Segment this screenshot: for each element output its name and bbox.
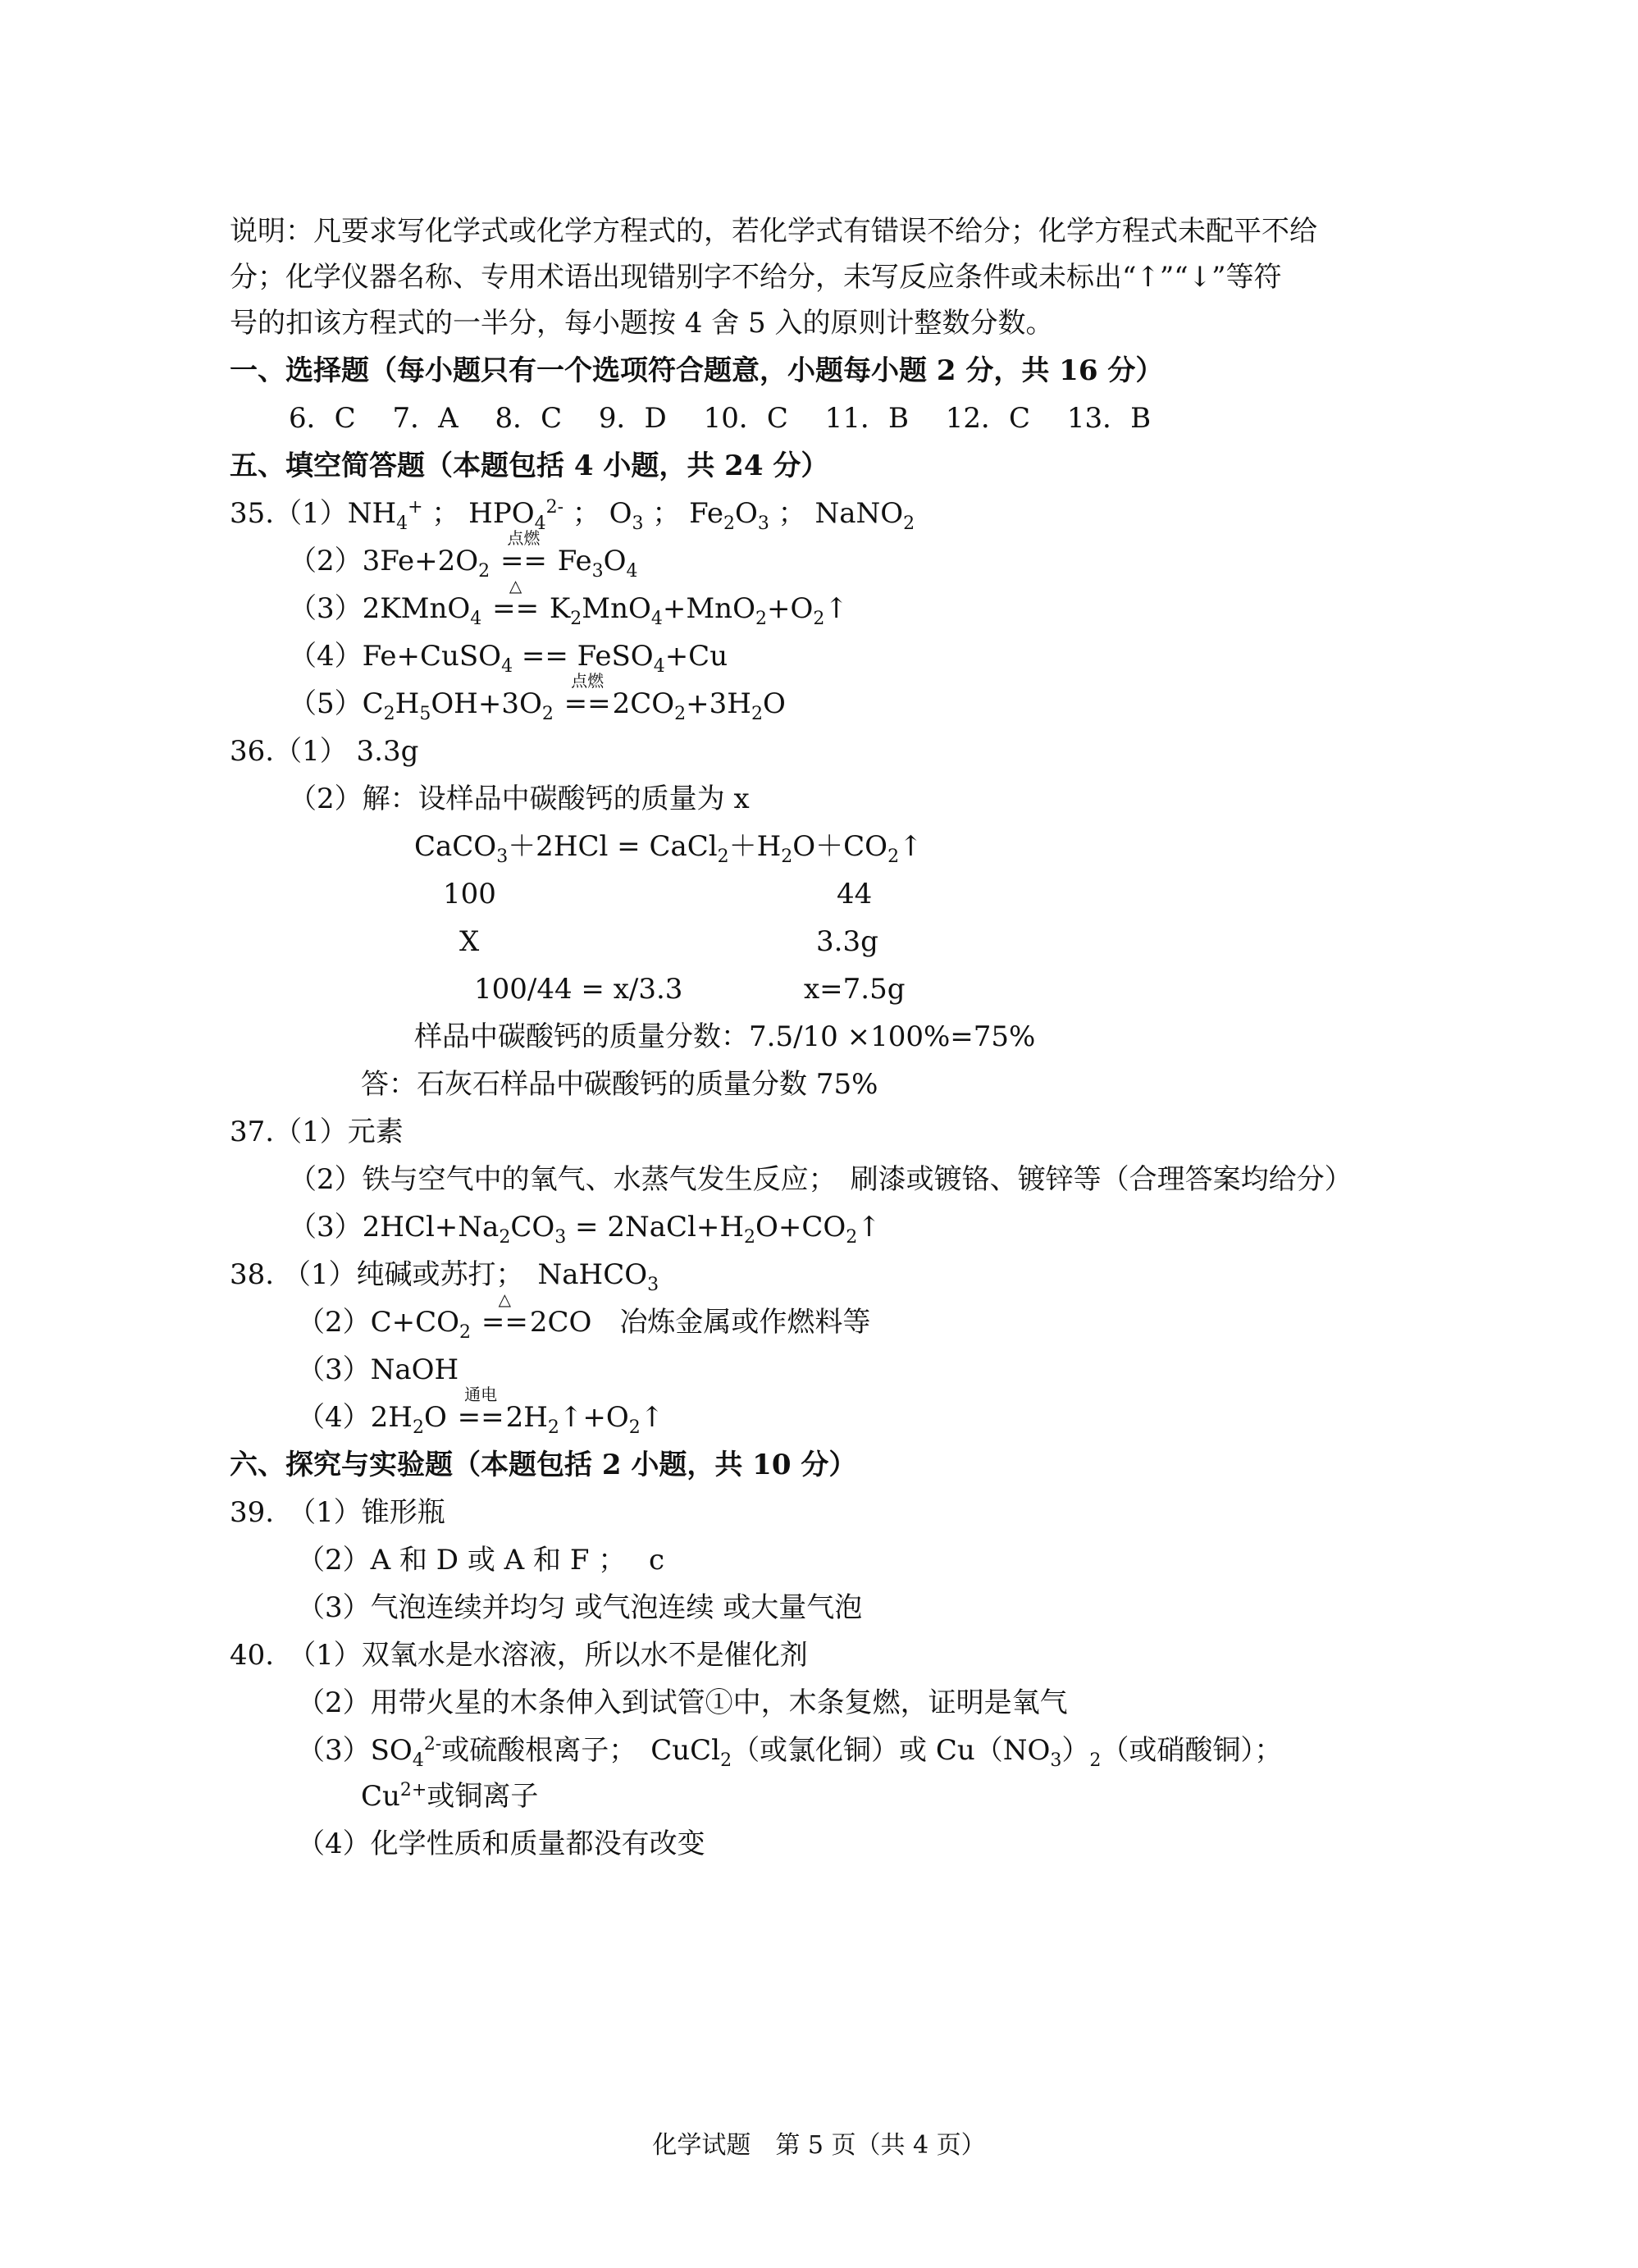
q36-equation: CaCO$_3$＋2HCl = $CaCl_2+H_2O+CO_2↑$: [414, 830, 923, 867]
q38-part-2: $(2)C+CO_2$ △ ==2CO 冶炼金属或作燃料等: [297, 1289, 871, 1343]
q36-result: x=7.5g: [804, 973, 906, 1006]
q35-part-4: （4）Fe+CuSO$_4$ == FeSO$_4$+Cu: [289, 640, 728, 677]
condition-ignite: 点燃 ==: [563, 671, 611, 720]
note-line-2: 分；化学仪器名称、专用术语出现错别字不给分，未写反应条件或未标出“↑”“↓”等符: [230, 261, 1282, 294]
q35-part-3: （3）2KMnO$_4$ △ == $K_2MnO_4+MnO_2+O_2↑$: [289, 576, 848, 629]
section-1-answers: 6．C 7．A 8．C 9．D 10．C 11．B 12．C 13．B: [289, 402, 1152, 435]
q38-number: 38.: [230, 1258, 275, 1291]
q38-part-4: $(4)2H_2O$ 通电 $==2H_2↑+O_2↑$: [297, 1385, 664, 1438]
q40-part-3: $(3)SO_4^{2-}$或硫酸根离子； CuCl$_2$（或氯化铜）或 $Cu(NO_3)_2$（或硝酸铜）；: [297, 1734, 1283, 1771]
condition-heat: △ ==: [481, 1289, 528, 1339]
note-line-1: 说明：凡要求写化学式或化学方程式的，若化学式有错误不给分；化学方程式未配平不给: [230, 215, 1317, 248]
q40-part-2: （2）用带火星的木条伸入到试管①中，木条复燃，证明是氧气: [297, 1686, 1068, 1719]
q36-mass-right: 44: [837, 878, 873, 910]
q36-x-right: 3.3g: [816, 925, 878, 958]
q36-answer: 答：石灰石样品中碳酸钙的质量分数 75%: [361, 1068, 878, 1101]
q36-ratio: 100/44 = x/3.3: [474, 973, 683, 1006]
q37-part-1: 37.（1）元素: [230, 1116, 404, 1148]
q40-part-1: 40. （1）双氧水是水溶液，所以水不是催化剂: [230, 1639, 808, 1672]
q36-number: 36.: [230, 735, 275, 768]
q36-part-2: （2）解：设样品中碳酸钙的质量为 x: [289, 783, 750, 815]
q35-part-2: $(2)3Fe+2O_2$ 点燃 == $Fe_3O_4$: [289, 528, 638, 582]
page-footer: 化学试题 第 5 页（共 4 页）: [652, 2131, 986, 2160]
q39-part-2: （2）A 和 D 或 A 和 F ； c: [297, 1544, 665, 1577]
q37-part-2: （2）铁与空气中的氧气、水蒸气发生反应； 刷漆或镀铬、镀锌等（合理答案均给分）: [289, 1163, 1353, 1196]
note-line-3: 号的扣该方程式的一半分，每小题按 4 舍 5 入的原则计整数分数。: [230, 307, 1054, 340]
q39-part-1: 39. （1）锥形瓶: [230, 1496, 445, 1529]
q40-part-4: （4）化学性质和质量都没有改变: [297, 1828, 705, 1860]
q37-number: 37.: [230, 1116, 275, 1148]
q35-part-1: $35.(1)NH_4^+$ ； $HPO_4^{2-}$ ； $O_3$ ； $Fe_2O_3$ ； NaNO$_2$: [230, 497, 915, 534]
q39-part-3: （3）气泡连续并均匀 或气泡连续 或大量气泡: [297, 1591, 863, 1624]
q39-number: 39.: [230, 1496, 275, 1529]
section-6-title: 六、探究与实验题（本题包括 2 小题，共 10 分）: [230, 1449, 857, 1481]
q38-part-3: （3）NaOH: [297, 1353, 459, 1386]
q36-x-left: X: [459, 925, 480, 958]
q40-number: 40.: [230, 1639, 275, 1672]
q38-part-1: 38. （1）纯碱或苏打； NaHCO$_3$: [230, 1258, 659, 1295]
q36-part-1: 36.（1） 3.3g: [230, 735, 419, 768]
condition-electrolysis: 通电 ==: [457, 1385, 504, 1434]
q37-part-3: $(3)2HCl+Na_2CO_3$ = $2NaCl+H_2O+CO_2↑$: [289, 1211, 881, 1248]
q35-number: 35.: [230, 497, 275, 530]
q40-part-3-continued: $Cu^{2+}$或铜离子: [361, 1780, 539, 1813]
condition-heat: △ ==: [492, 576, 540, 625]
condition-ignite: 点燃 ==: [500, 528, 547, 577]
section-5-title: 五、填空简答题（本题包括 4 小题，共 24 分）: [230, 449, 829, 482]
q36-mass-left: 100: [443, 878, 496, 910]
section-1-title: 一、选择题（每小题只有一个选项符合题意，小题每小题 2 分，共 16 分）: [230, 354, 1164, 387]
q35-part-5: $(5)C_2H_5OH+3O_2$ 点燃 $==2CO_2+3H_2O$: [289, 671, 786, 724]
q36-mass-fraction: 样品中碳酸钙的质量分数：7.5/10 ×100%=75%: [414, 1020, 1036, 1053]
